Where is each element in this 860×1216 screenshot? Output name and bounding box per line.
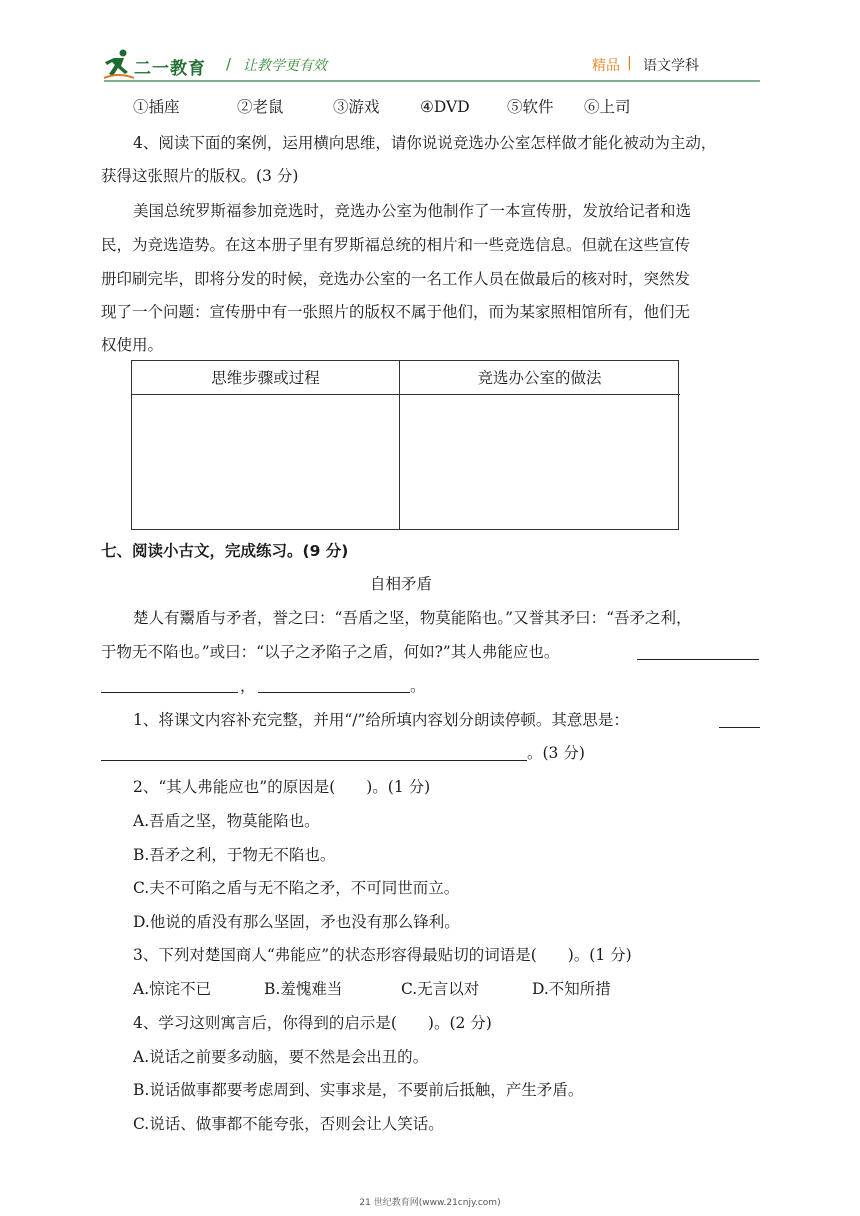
badge-separator: | (627, 55, 632, 71)
case-paragraph-line: 美国总统罗斯福参加竞选时，竞选办公室为他制作了一本宣传册，发放给记者和选 (133, 202, 692, 220)
q3-option-a: A.惊诧不已 (133, 980, 212, 998)
question-4-text-cont: 获得这张照片的版权。(3 分) (101, 167, 299, 185)
logo (104, 48, 232, 82)
fill-blank-2[interactable] (101, 692, 238, 693)
runner-logo-icon (104, 48, 134, 80)
question-4-text: 4、阅读下面的案例，运用横向思维，请你说说竞选办公室怎样做才能化被动为主动， (133, 134, 717, 152)
case-paragraph-line: 民，为竞选造势。在这本册子里有罗斯福总统的相片和一些竞选信息。但就在这些宣传 (101, 236, 691, 254)
fill-blank-3[interactable] (258, 692, 410, 693)
answer-cell-method[interactable] (400, 395, 679, 530)
passage-title: 自相矛盾 (370, 575, 433, 593)
q3-text: 3、下列对楚国商人“弗能应”的状态形容得最贴切的词语是( )。(1 分) (133, 946, 632, 964)
q3-option-c: C.无言以对 (401, 980, 480, 998)
blank-period: 。 (410, 677, 426, 695)
q2-option-c: C.夫不可陷之盾与无不陷之矛，不可同世而立。 (133, 879, 460, 897)
q2-option-d: D.他说的盾没有那么坚固，矛也没有那么锋利。 (133, 913, 460, 931)
page-footer: 21 世纪教育网(www.21cnjy.com) (359, 1198, 501, 1208)
option-item: ③游戏 (333, 98, 380, 116)
q3-option-d: D.不知所措 (532, 980, 611, 998)
passage-text-line: 于物无不陷也。”或曰：“以子之矛陷子之盾，何如?”其人弗能应也。 (101, 643, 560, 661)
q4-text: 4、学习这则寓言后，你得到的启示是( )。(2 分) (133, 1014, 492, 1032)
option-item: ④DVD (420, 98, 470, 116)
option-item: ⑤软件 (507, 98, 554, 116)
header-separator: / (226, 55, 232, 73)
quality-badge: 精品 (592, 58, 620, 74)
passage-text-line: 楚人有鬻盾与矛者，誉之曰：“吾盾之坚，物莫能陷也。”又誉其矛曰：“吾矛之利， (133, 609, 692, 627)
option-item: ②老鼠 (237, 98, 284, 116)
q1-meaning-blank-cont[interactable] (101, 760, 527, 761)
blank-comma: ， (240, 677, 256, 695)
q2-option-a: A.吾盾之坚，物莫能陷也。 (133, 812, 320, 830)
fill-blank-1[interactable] (637, 659, 759, 660)
q4-option-c: C.说话、做事都不能夸张，否则会让人笑话。 (133, 1115, 444, 1133)
case-paragraph-line: 册印刷完毕，即将分发的时候，竞选办公室的一名工作人员在做最后的核对时，突然发 (101, 270, 691, 288)
option-item: ⑥上司 (584, 98, 631, 116)
case-paragraph-line: 现了一个问题：宣传册中有一张照片的版权不属于他们，而为某家照相馆所有，他们无 (101, 303, 691, 321)
section-7-heading: 七、阅读小古文，完成练习。(9 分) (101, 542, 349, 560)
table-header-steps: 思维步骤或过程 (211, 369, 320, 387)
q2-text: 2、“其人弗能应也”的原因是( )。(1 分) (133, 778, 431, 796)
case-paragraph-line: 权使用。 (101, 336, 164, 354)
q1-text: 1、将课文内容补充完整，并用“/”给所填内容划分朗读停顿。其意思是： (133, 711, 629, 729)
answer-table (131, 360, 679, 530)
q4-option-b: B.说话做事都要考虑周到、实事求是，不要前后抵触，产生矛盾。 (133, 1081, 584, 1099)
subject-label: 语文学科 (643, 58, 699, 74)
q3-option-b: B.羞愧难当 (264, 980, 343, 998)
option-item: ①插座 (133, 98, 180, 116)
q2-option-b: B.吾矛之利，于物无不陷也。 (133, 846, 336, 864)
table-header-method: 竞选办公室的做法 (477, 369, 602, 387)
brand-name: 二一教育 (134, 59, 206, 79)
q1-score: 。(3 分) (527, 744, 585, 762)
answer-cell-steps[interactable] (132, 395, 399, 530)
q4-option-a: A.说话之前要多动脑，要不然是会出丑的。 (133, 1048, 429, 1066)
slogan: 让教学更有效 (243, 58, 327, 74)
header-divider (104, 80, 760, 82)
q1-meaning-blank[interactable] (719, 727, 760, 728)
